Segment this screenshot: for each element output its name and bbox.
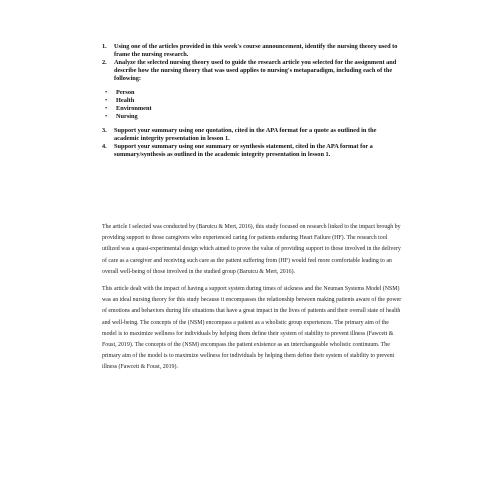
list-item-label: Environment bbox=[116, 105, 152, 112]
instruction-number: 1. bbox=[102, 43, 107, 50]
body-paragraph-2: This article dealt with the impact of having a support system during times of sickness and the Neuman Systems Model (NSM) was an ideal nursing theory for this study because it encompasses the relationship between making patients aware of the power of emotions and behaviors during life situations that have a great impact in the lives of patients and their overall state of health and well-being. The concepts of the (NSM) encompass a patient as a wholistic group experiences. The primary aim of the model is to maximize wellness for individuals by helping them define their system of stability to prevent illness (Fawcett & Foust, 2019). The concepts of the (NSM) encompass the patient existence as an interchangeable wholistic continuum. The primary aim of the model is to maximize wellness for individuals by helping them define their system of stability to prevent illness (Fawcett & Foust, 2019). bbox=[102, 286, 402, 371]
list-item-label: Person bbox=[116, 89, 135, 96]
instruction-item-4 bbox=[102, 143, 402, 159]
instruction-number: 2. bbox=[102, 59, 107, 66]
instruction-item-3 bbox=[102, 127, 402, 143]
instruction-text: Using one of the articles provided in this week's course announcement, identify the nursing theory used to frame the nursing research. bbox=[114, 43, 398, 58]
instruction-item-2 bbox=[102, 59, 402, 83]
bullet-icon: • bbox=[105, 97, 108, 104]
instruction-text: Support your summary using one summary or synthesis statement, cited in the APA format for a summary/synthesis as outlined in the academic integrity presentation in lesson 1. bbox=[114, 143, 373, 158]
instruction-number: 4. bbox=[102, 143, 107, 150]
essay-body bbox=[102, 222, 402, 380]
metaparadigm-list bbox=[102, 89, 402, 121]
list-item-label: Nursing bbox=[116, 113, 138, 120]
instruction-text: Analyze the selected nursing theory used to guide the research article you selected for the assignment and describe how the nursing theory that was used applies to nursing's metaparadigm, including each of the following: bbox=[114, 59, 397, 82]
list-item-label: Health bbox=[116, 97, 135, 104]
bullet-icon: • bbox=[105, 113, 108, 120]
instruction-text: Support your summary using one quotation, cited in the APA format for a quote as outlined in the academic integrity presentation in lesson 1. bbox=[114, 127, 377, 142]
list-item bbox=[102, 113, 402, 121]
list-item bbox=[102, 97, 402, 105]
bullet-icon: • bbox=[105, 105, 108, 112]
bullet-icon: • bbox=[105, 89, 108, 96]
body-paragraph-1: The article I selected was conducted by (Barutcu & Mert, 2016), this study focused on research linked to the impact brough by providing support to those caregivers who experienced caring for patients enduring Heart Failure (HF). The research tool utilized was a quasi-experimental design which aimed to prove the value of providing support to those involved in the delivery of care as a caregiver and receiving such care as the patient suffering from (HF) would feel more comfortable leading to an overall well-being of those involved in the studied group (Barutcu & Mert, 2016). bbox=[102, 224, 401, 275]
list-item bbox=[102, 105, 402, 113]
instruction-number: 3. bbox=[102, 127, 107, 134]
instruction-item-1 bbox=[102, 43, 402, 59]
list-item bbox=[102, 89, 402, 97]
assignment-instructions bbox=[102, 43, 402, 159]
